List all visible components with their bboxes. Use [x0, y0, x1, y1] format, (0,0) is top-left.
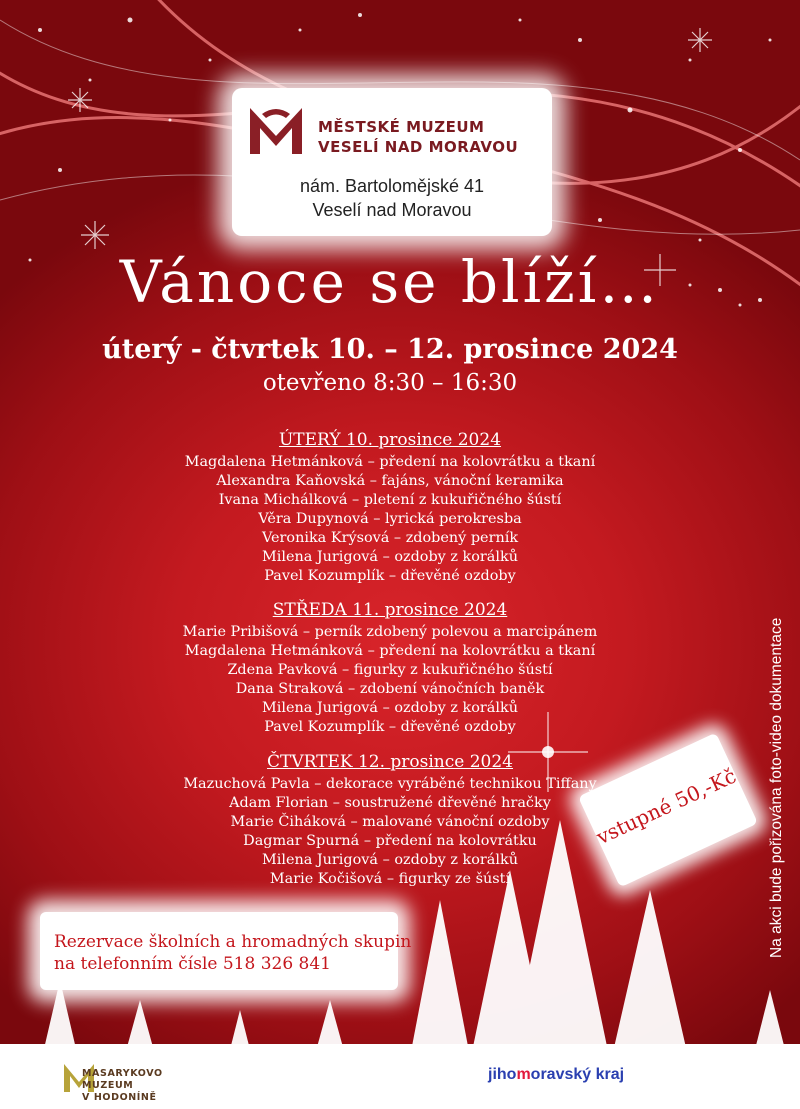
list-item: Milena Jurigová – ozdoby z korálků	[262, 852, 518, 868]
list-item: Alexandra Kaňovská – fajáns, vánoční keramika	[216, 473, 564, 489]
masaryk-museum-logo	[62, 1060, 202, 1103]
opening-hours: otevřeno 8:30 – 16:30	[262, 370, 518, 396]
list-item: Věra Dupynová – lyrická perokresba	[258, 511, 522, 527]
list-item: Zdena Pavková – figurky z kukuřičného šústí	[227, 662, 553, 678]
museum-logo-card	[232, 88, 552, 236]
region-text-part2: m	[516, 1066, 531, 1083]
admission-price: vstupné 50,-Kč	[592, 763, 740, 850]
reservation-line1: Rezervace školních a hromadných skupin	[54, 932, 412, 952]
reservation-phone: na telefonním čísle 518 326 841	[54, 954, 331, 974]
day-schedule-tuesday	[0, 430, 780, 586]
museum-logo-icon	[246, 102, 306, 158]
region-logo	[488, 1066, 624, 1084]
day-heading: STŘEDA 11. prosince 2024	[272, 600, 508, 620]
list-item: Milena Jurigová – ozdoby z korálků	[262, 549, 518, 565]
masaryk-line1: MASARYKOVO	[82, 1068, 163, 1079]
list-item: Pavel Kozumplík – dřevěné ozdoby	[264, 568, 516, 584]
list-item: Marie Kočišová – figurky ze šústí	[269, 871, 511, 887]
museum-name-line2: VESELÍ NAD MORAVOU	[318, 138, 519, 156]
day-heading: ÚTERÝ 10. prosince 2024	[278, 430, 502, 450]
list-item: Magdalena Hetmánková – předení na kolovrátku a tkaní	[184, 643, 596, 659]
list-item: Dana Straková – zdobení vánočních baněk	[235, 681, 545, 697]
list-item: Ivana Michálková – pletení z kukuřičného šústí	[218, 492, 562, 508]
masaryk-line2: MUZEUM	[82, 1080, 134, 1091]
event-dates: úterý - čtvrtek 10. – 12. prosince 2024	[102, 334, 678, 365]
list-item: Magdalena Hetmánková – předení na kolovrátku a tkaní	[184, 454, 596, 470]
list-item: Mazuchová Pavla – dekorace vyráběné technikou Tiffany	[183, 776, 597, 792]
address-town: Veselí nad Moravou	[312, 200, 472, 220]
list-item: Marie Čiháková – malované vánoční ozdoby	[230, 814, 550, 830]
photo-documentation-note: Na akci bude pořizována foto-video dokumentace	[768, 617, 785, 958]
list-item: Adam Florian – soustružené dřevěné hračky	[229, 795, 551, 811]
address-street: nám. Bartolomějské 41	[299, 176, 485, 196]
list-item: Dagmar Spurná – předení na kolovrátku	[243, 833, 537, 849]
region-text-part1: jiho	[488, 1066, 517, 1083]
list-item: Marie Pribišová – perník zdobený polevou a marcipánem	[182, 624, 598, 640]
day-schedule-wednesday	[0, 600, 780, 737]
list-item: Pavel Kozumplík – dřevěné ozdoby	[264, 719, 516, 735]
day-heading: ČTVRTEK 12. prosince 2024	[266, 752, 514, 772]
list-item: Milena Jurigová – ozdoby z korálků	[262, 700, 518, 716]
region-text-part3: oravský kraj	[530, 1066, 625, 1083]
reservation-note	[40, 912, 412, 990]
museum-name-line1: MĚSTSKÉ MUZEUM	[318, 118, 485, 136]
masaryk-line3: V HODONÍNĚ	[82, 1092, 157, 1103]
event-title: Vánoce se blíží…	[119, 248, 661, 316]
list-item: Veronika Krýsová – zdobený perník	[261, 530, 519, 546]
